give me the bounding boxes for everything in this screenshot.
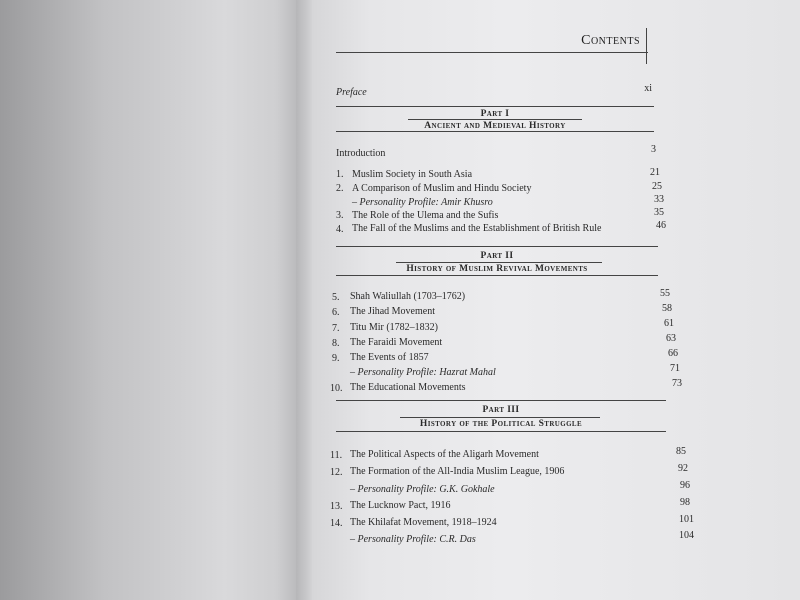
entry-page: 92 (678, 463, 688, 474)
part1-rule-top (336, 106, 654, 107)
part1-label: Part I (480, 109, 510, 119)
entry-number: 3. (336, 210, 344, 221)
profile-title: – Personality Profile: G.K. Gokhale (350, 484, 495, 495)
entry-number: 9. (332, 353, 340, 364)
entry-page: 58 (662, 303, 672, 314)
entry-number: 1. (336, 169, 344, 180)
entry-page: 73 (672, 378, 682, 389)
entry-number: 6. (332, 307, 340, 318)
entry-page: 66 (668, 348, 678, 359)
entry-number: 4. (336, 224, 344, 235)
entry-title: Muslim Society in South Asia (352, 169, 473, 180)
entry-page: 35 (654, 207, 664, 218)
entry-number: 11. (330, 450, 343, 461)
entry-number: 10. (330, 383, 343, 394)
entry-title: The Fall of the Muslims and the Establishment of British Rule (352, 223, 602, 234)
entry-page: 96 (680, 480, 690, 491)
part2-label: Part II (480, 251, 514, 261)
preface-page: xi (644, 83, 652, 94)
part3-rule-bottom (336, 431, 666, 432)
entry-title: Titu Mir (1782–1832) (350, 322, 438, 333)
entry-title: The Role of the Ulema and the Sufis (352, 210, 499, 221)
entry-title: The Formation of the All-India Muslim League, 1906 (350, 466, 565, 477)
part2-title: History of Muslim Revival Movements (406, 264, 588, 274)
entry-page: 85 (676, 446, 686, 457)
entry-page: 63 (666, 333, 676, 344)
entry-number: 14. (330, 518, 343, 529)
entry-title: The Educational Movements (350, 382, 466, 393)
entry-page: 101 (679, 514, 694, 525)
entry-page: 46 (656, 220, 666, 231)
entry-page: 33 (654, 194, 664, 205)
title-rule (336, 52, 648, 53)
entry-title: The Political Aspects of the Aligarh Movement (350, 449, 539, 460)
entry-title: A Comparison of Muslim and Hindu Society (352, 183, 532, 194)
part1-title: Ancient and Medieval History (424, 121, 566, 131)
profile-title: – Personality Profile: C.R. Das (350, 534, 476, 545)
entry-number: 5. (332, 292, 340, 303)
entry-title: The Lucknow Pact, 1916 (350, 500, 451, 511)
part2-rule-top (336, 246, 658, 247)
intro-page: 3 (651, 144, 656, 155)
entry-title: The Faraidi Movement (350, 337, 443, 348)
profile-title: – Personality Profile: Amir Khusro (352, 197, 493, 208)
part1-rule-bottom (336, 131, 654, 132)
part1-rule-mid (408, 119, 582, 120)
intro-label: Introduction (336, 148, 386, 159)
preface-label: Preface (336, 87, 367, 98)
entry-title: The Events of 1857 (350, 352, 429, 363)
entry-page: 55 (660, 288, 670, 299)
entry-page: 21 (650, 167, 660, 178)
entry-title: The Jihad Movement (350, 306, 435, 317)
title-vertical-rule (646, 28, 647, 64)
profile-title: – Personality Profile: Hazrat Mahal (350, 367, 496, 378)
entry-number: 13. (330, 501, 343, 512)
part3-label: Part III (482, 405, 520, 415)
entry-number: 8. (332, 338, 340, 349)
left-page (0, 0, 300, 600)
entry-page: 98 (680, 497, 690, 508)
entry-number: 2. (336, 183, 344, 194)
entry-page: 61 (664, 318, 674, 329)
entry-title: Shah Waliullah (1703–1762) (350, 291, 466, 302)
part2-rule-bottom (336, 275, 658, 276)
part3-rule-top (336, 400, 666, 401)
entry-page: 71 (670, 363, 680, 374)
contents-title: Contents (581, 33, 640, 48)
entry-number: 12. (330, 467, 343, 478)
part3-title: History of the Political Struggle (419, 419, 583, 429)
entry-number: 7. (332, 323, 340, 334)
part3-rule-mid (400, 417, 600, 418)
entry-title: The Khilafat Movement, 1918–1924 (350, 517, 497, 528)
entry-page: 25 (652, 181, 662, 192)
entry-page: 104 (679, 530, 694, 541)
part2-rule-mid (396, 262, 602, 263)
